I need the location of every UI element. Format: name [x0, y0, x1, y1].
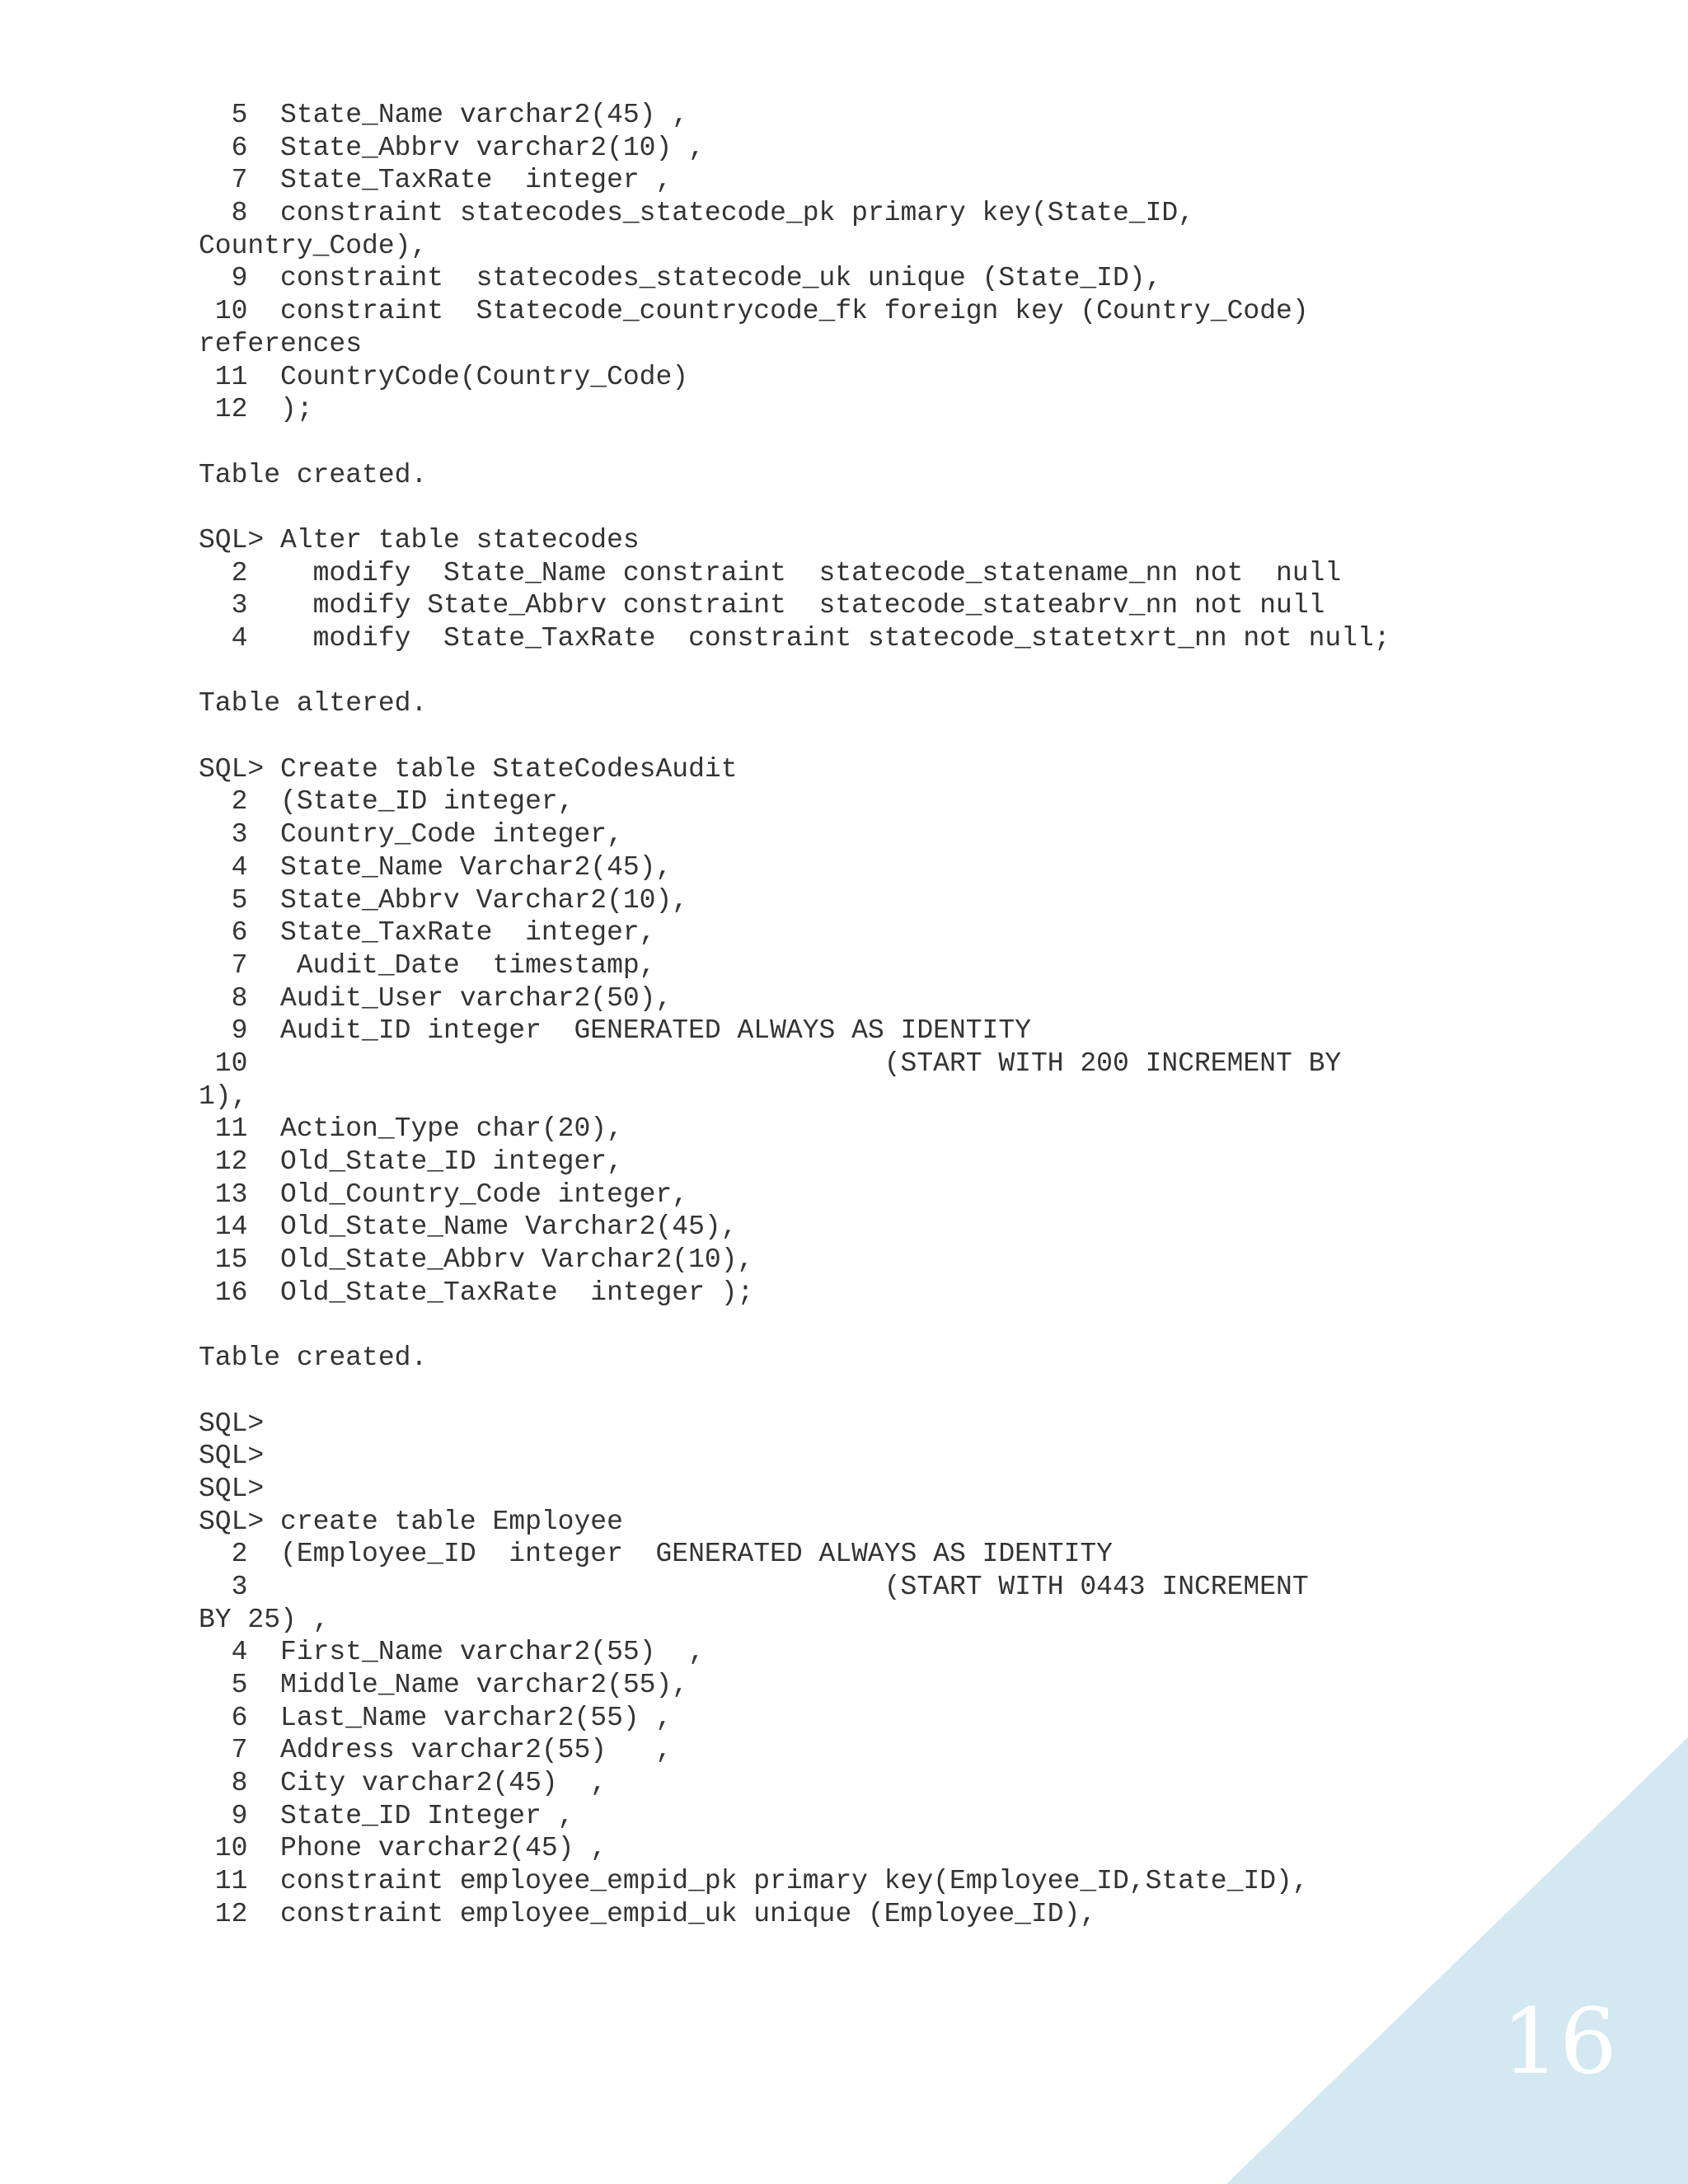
code-line: 5 State_Name varchar2(45) ,	[199, 100, 689, 130]
code-line: 16 Old_State_TaxRate integer );	[199, 1277, 754, 1308]
code-line: 13 Old_Country_Code integer,	[199, 1179, 689, 1210]
code-line: SQL>	[199, 1473, 265, 1504]
code-line: SQL>	[199, 1408, 265, 1439]
code-line	[199, 426, 1600, 459]
code-line: 12 Old_State_ID integer,	[199, 1146, 623, 1177]
code-line: 2 (Employee_ID integer GENERATED ALWAYS AS IDENTITY	[199, 1539, 1113, 1570]
code-line: SQL> Create table StateCodesAudit	[199, 753, 738, 785]
code-line: SQL> create table Employee	[199, 1506, 623, 1537]
code-line: 6 State_TaxRate integer,	[199, 917, 656, 949]
code-line: 10 Phone varchar2(45) ,	[199, 1833, 607, 1864]
code-line: 10 (START WITH 200 INCREMENT BY	[199, 1047, 1342, 1079]
code-line: BY 25) ,	[199, 1604, 330, 1635]
code-line: 14 Old_State_Name Varchar2(45),	[199, 1212, 738, 1243]
code-line: 9 Audit_ID integer GENERATED ALWAYS AS IDENTITY	[199, 1015, 1031, 1047]
code-line: 10 constraint Statecode_countrycode_fk foreign key (Country_Code)	[199, 296, 1309, 327]
code-line: 2 (State_ID integer,	[199, 786, 574, 818]
code-line: 8 City varchar2(45) ,	[199, 1768, 607, 1799]
code-line	[199, 655, 1600, 688]
code-line: 4 State_Name Varchar2(45),	[199, 851, 673, 883]
code-line: 7 State_TaxRate integer ,	[199, 165, 673, 196]
code-line: 3 (START WITH 0443 INCREMENT	[199, 1571, 1309, 1602]
page-number: 16	[1502, 1989, 1617, 2094]
code-line: Table created.	[199, 1343, 428, 1374]
code-line: 9 State_ID Integer ,	[199, 1800, 574, 1831]
code-line: 5 Middle_Name varchar2(55),	[199, 1670, 689, 1700]
code-line: 12 );	[199, 394, 313, 425]
code-line: 11 CountryCode(Country_Code)	[199, 361, 689, 392]
code-line: Country_Code),	[199, 230, 428, 261]
code-line: 8 constraint statecodes_statecode_pk primary key(State_ID,	[199, 198, 1194, 229]
code-line: 12 constraint employee_empid_uk unique (Employee_ID),	[199, 1898, 1097, 1929]
sql-code-listing	[199, 99, 1600, 1931]
code-line: references	[199, 328, 363, 359]
code-line: 1),	[199, 1080, 248, 1112]
code-line: SQL> Alter table statecodes	[199, 524, 640, 555]
code-line: 11 constraint employee_empid_pk primary key(Employee_ID,State_ID),	[199, 1866, 1309, 1897]
code-line: 7 Address varchar2(55) ,	[199, 1735, 673, 1766]
code-line: 15 Old_State_Abbrv Varchar2(10),	[199, 1244, 754, 1276]
code-line	[199, 491, 1600, 524]
code-line: 11 Action_Type char(20),	[199, 1113, 623, 1145]
code-line: 5 State_Abbrv Varchar2(10),	[199, 884, 689, 916]
code-line	[199, 1309, 1600, 1342]
code-line: Table altered.	[199, 688, 428, 719]
code-line: 4 First_Name varchar2(55) ,	[199, 1637, 705, 1668]
code-line	[199, 720, 1600, 753]
code-line: 3 Country_Code integer,	[199, 819, 623, 851]
code-line: 6 State_Abbrv varchar2(10) ,	[199, 132, 705, 163]
code-line: 7 Audit_Date timestamp,	[199, 949, 656, 981]
code-line: 8 Audit_User varchar2(50),	[199, 982, 673, 1014]
code-line: 3 modify State_Abbrv constraint statecode_stateabrv_nn not null	[199, 590, 1325, 621]
code-line: 2 modify State_Name constraint statecode_statename_nn not null	[199, 557, 1342, 588]
code-line	[199, 1375, 1600, 1408]
code-line: Table created.	[199, 459, 428, 490]
code-line: 9 constraint statecodes_statecode_uk unique (State_ID),	[199, 263, 1162, 294]
code-line: 6 Last_Name varchar2(55) ,	[199, 1702, 673, 1733]
code-line: 4 modify State_TaxRate constraint statecode_statetxrt_nn not null;	[199, 623, 1390, 654]
code-line: SQL>	[199, 1441, 265, 1472]
